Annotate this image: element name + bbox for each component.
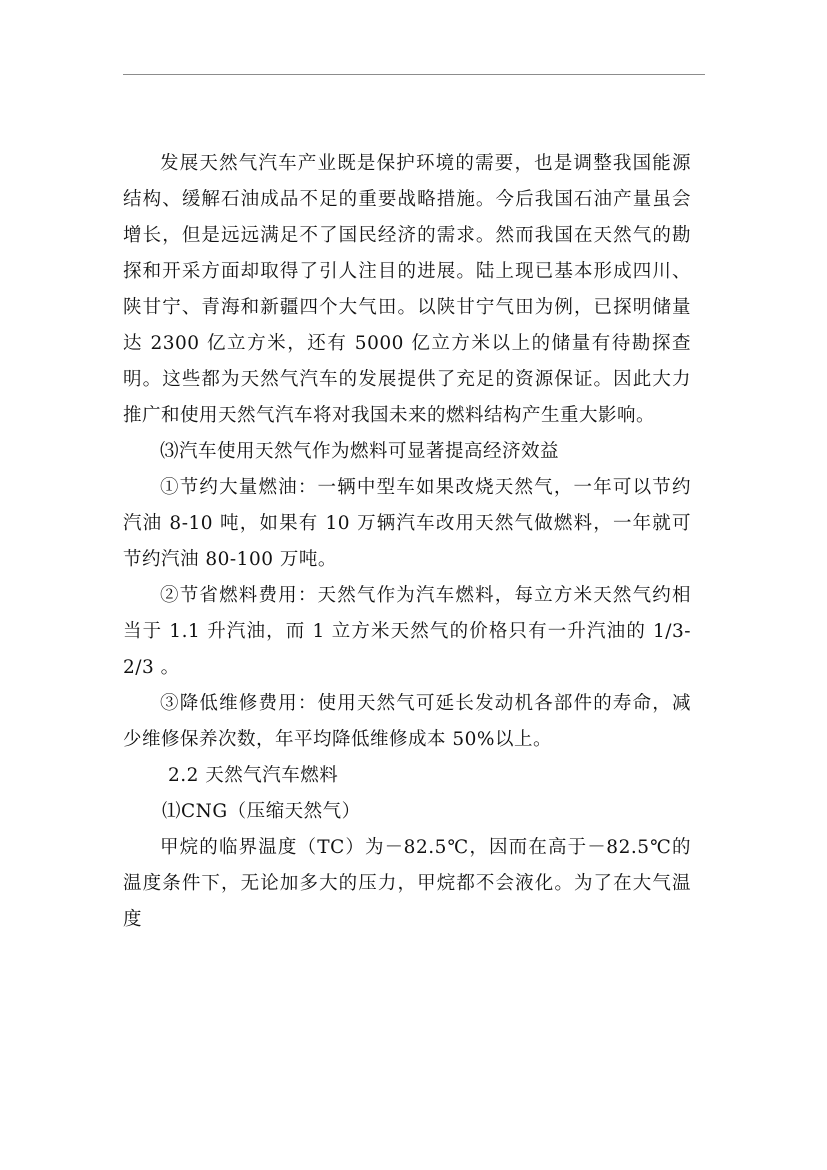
subsection-heading-cng: ⑴CNG（压缩天然气） xyxy=(162,801,361,822)
paragraph-methane-critical-temp: 甲烷的临界温度（TC）为－82.5℃，因而在高于－82.5℃的温度条件下，无论加多大的压力，甲烷都不会液化。为了在大气温度 xyxy=(123,837,691,930)
paragraph-save-fuel-cost: ②节省燃料费用：天然气作为汽车燃料，每立方米天然气约相当于 1.1 升汽油，而 1 立方米天然气的价格只有一升汽油的 1/3-2/3 。 xyxy=(123,585,691,678)
paragraph-save-fuel: ①节约大量燃油：一辆中型车如果改烧天然气，一年可以节约汽油 8-10 吨，如果有 10 万辆汽车改用天然气做燃料，一年就可节约汽油 80-100 万吨。 xyxy=(123,477,691,570)
paragraph-energy-strategy: 发展天然气汽车产业既是保护环境的需要，也是调整我国能源结构、缓解石油成品不足的重要战略措施。今后我国石油产量虽会增长，但是远远满足不了国民经济的需求。然而我国在天然气的勘探和开采方面却取得了引人注目的进展。陆上现已基本形成四川、陕甘宁、青海和新疆四个大气田。以陕甘宁气田为例，已探明储量达 2300 亿立方米，还有 5000 亿立方米以上的储量有待勘探查明。这些都为天然气汽车的发展提供了充足的资源保证。因此大力推广和使用天然气汽车将对我国未来的燃料结构产生重大影响。 xyxy=(123,153,691,426)
paragraph-reduce-maintenance: ③降低维修费用：使用天然气可延长发动机各部件的寿命，减少维修保养次数，年平均降低维修成本 50%以上。 xyxy=(123,693,691,750)
header-rule xyxy=(123,74,705,75)
paragraph-economic-benefit-heading: ⑶汽车使用天然气作为燃料可显著提高经济效益 xyxy=(160,441,560,462)
section-heading-fuel: 2.2 天然气汽车燃料 xyxy=(168,765,339,786)
document-body xyxy=(123,146,691,938)
